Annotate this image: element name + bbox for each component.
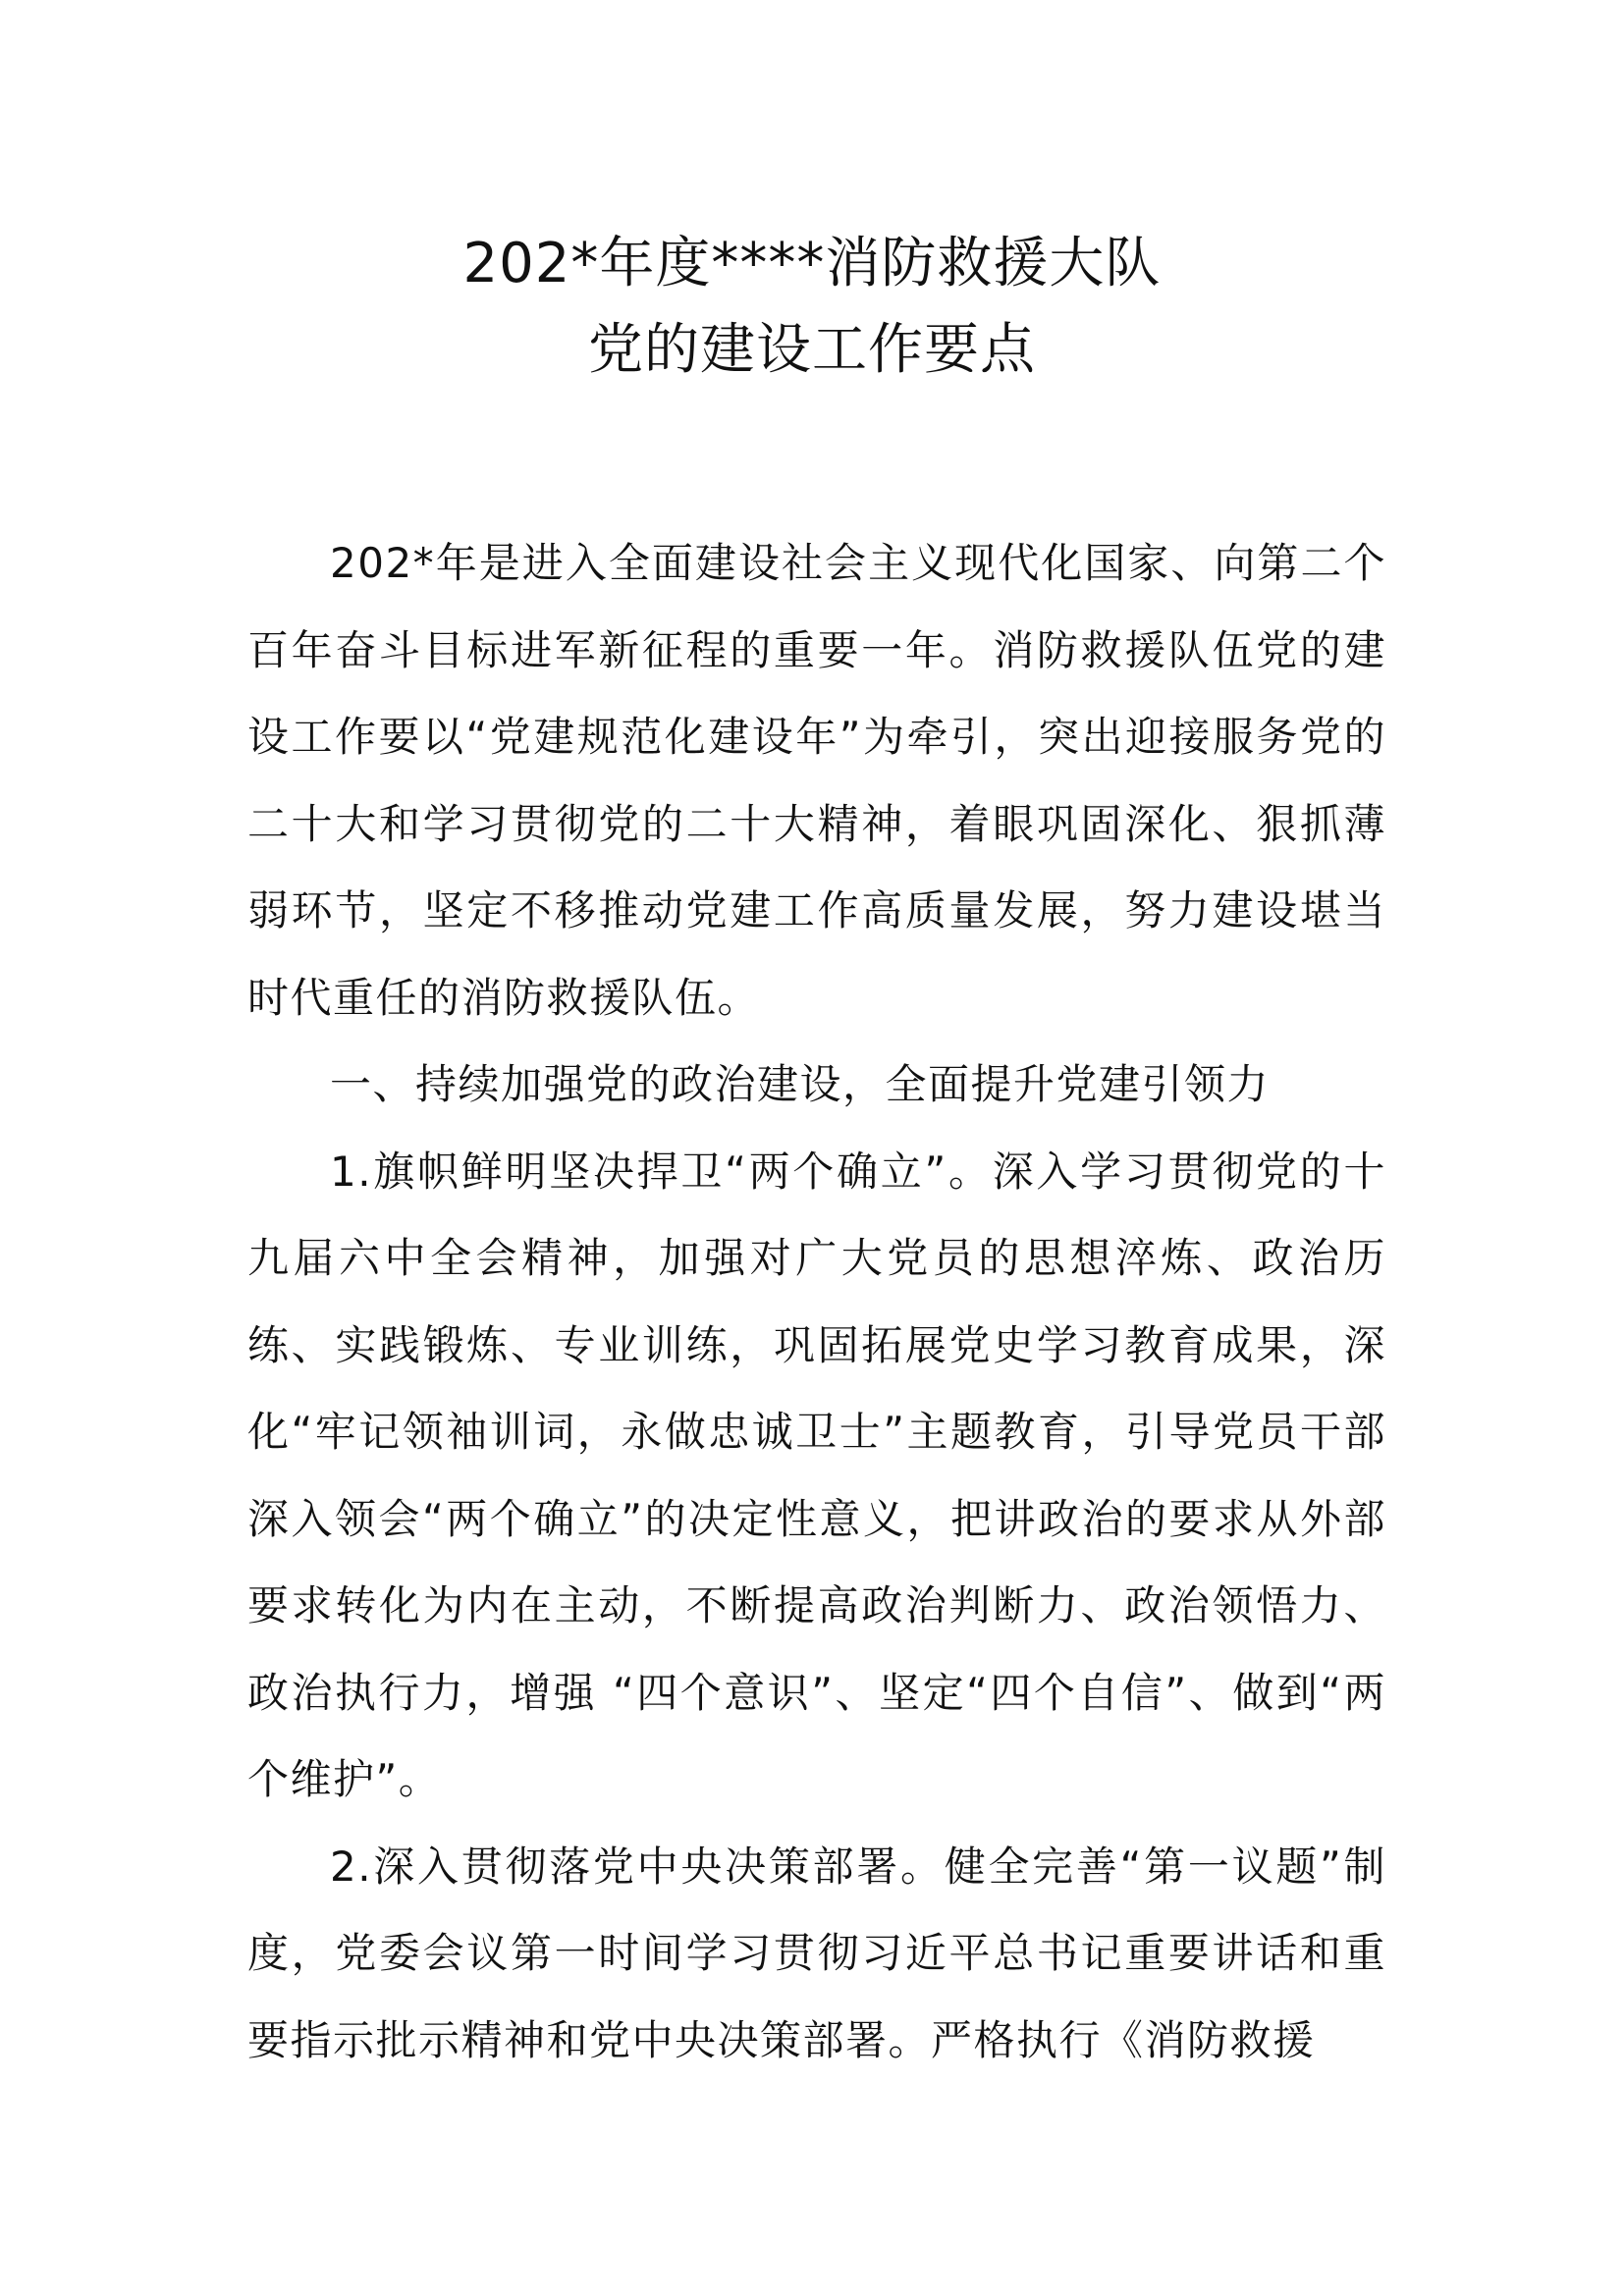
intro-paragraph: 202*年是进入全面建设社会主义现代化国家、向第二个百年奋斗目标进军新征程的重要一年。消防救援队伍党的建设工作要以“党建规范化建设年”为牵引，突出迎接服务党的二十大和学习贯彻党的二十大精神，着眼巩固深化、狠抓薄弱环节，坚定不移推动党建工作高质量发展，努力建设堪当时代重任的消防救援队伍。 xyxy=(247,539,1386,1022)
section-heading-1: 一、持续加强党的政治建设，全面提升党建引领力 xyxy=(330,1060,1271,1108)
document-body xyxy=(247,520,1386,2084)
document-title xyxy=(245,221,1379,394)
title-line-2: 党的建设工作要点 xyxy=(588,318,1036,382)
title-line-1: 202*年度****消防救援大队 xyxy=(462,232,1162,295)
item-paragraph-2: 2.深入贯彻落党中央决策部署。健全完善“第一议题”制度，党委会议第一时间学习贯彻习近平总书记重要讲话和重要指示批示精神和党中央决策部署。严格执行《消防救援 xyxy=(247,1842,1386,2064)
item-paragraph-1: 1.旗帜鲜明坚决捍卫“两个确立”。深入学习贯彻党的十九届六中全会精神，加强对广大党员的思想淬炼、政治历练、实践锻炼、专业训练，巩固拓展党史学习教育成果，深化“牢记领袖训词，永做忠诚卫士”主题教育，引导党员干部深入领会“两个确立”的决定性意义，把讲政治的要求从外部要求转化为内在主动，不断提高政治判断力、政治领悟力、政治执行力，增强 “四个意识”、坚定“四个自信”、做到“两个维护”。 xyxy=(247,1147,1386,1803)
